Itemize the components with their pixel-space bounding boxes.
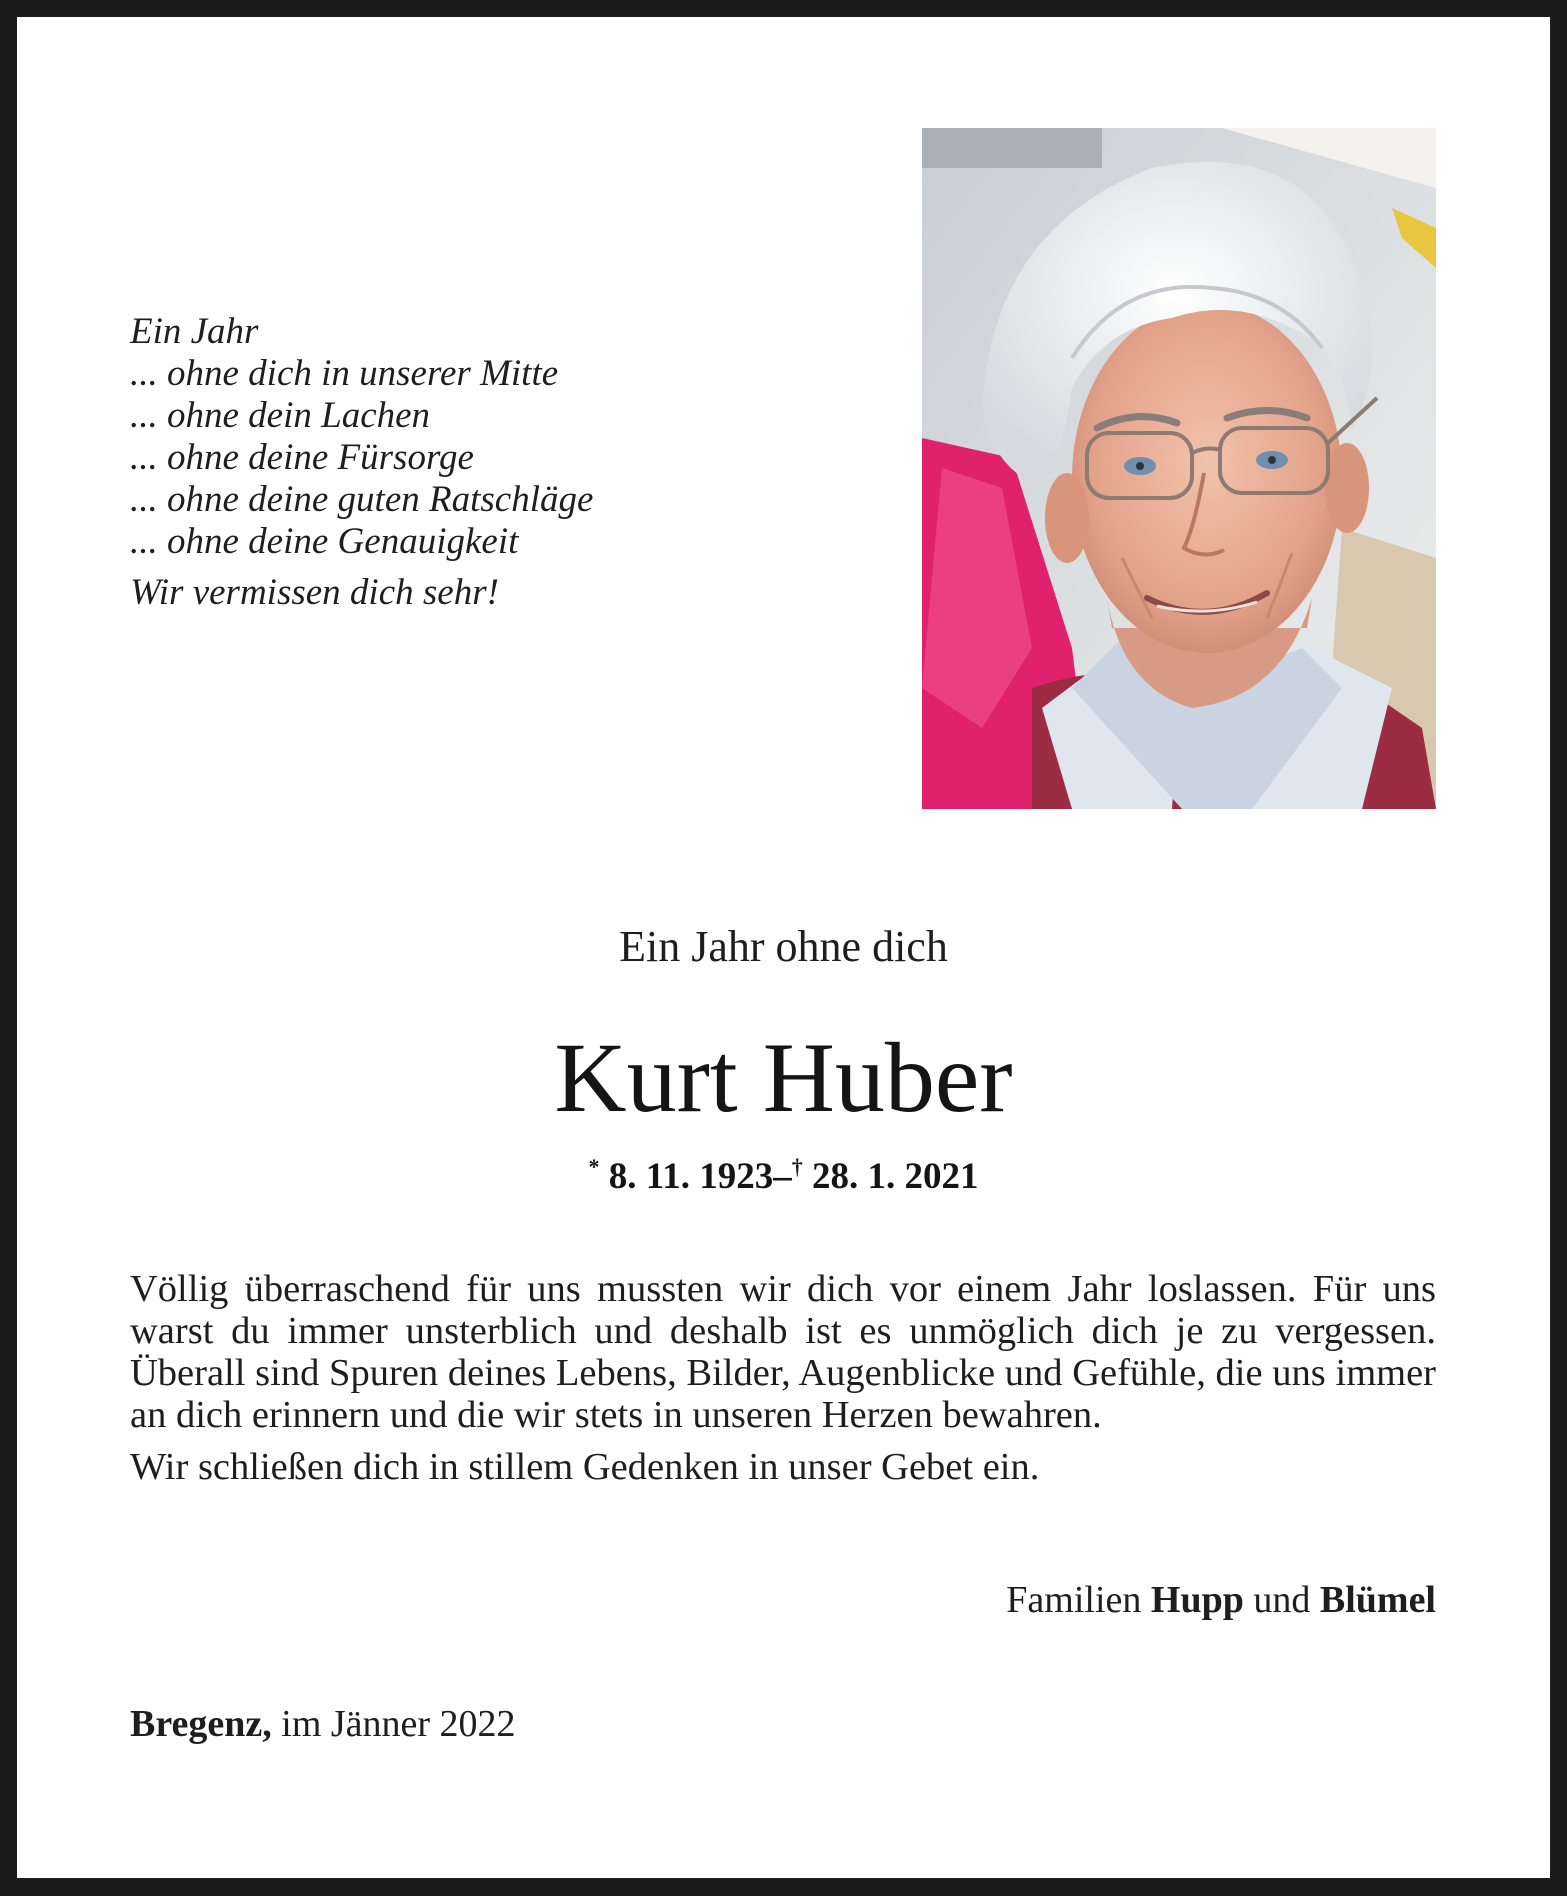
memorial-text [130, 1268, 1436, 1488]
memorial-subtitle: Ein Jahr ohne dich [619, 922, 948, 971]
family-name: Hupp [1150, 1579, 1244, 1621]
poem-line: ... ohne deine guten Ratschläge [130, 479, 594, 520]
poem-closing: Wir vermissen dich sehr! [130, 572, 499, 613]
poem-line: ... ohne dein Lachen [130, 395, 431, 436]
family-name: Blümel [1319, 1579, 1436, 1621]
birth-date: 8. 11. 1923 [608, 1156, 774, 1197]
deceased-name: Kurt Huber [554, 1022, 1013, 1133]
memorial-poem [130, 311, 690, 614]
signature-conjunction: und [1253, 1579, 1311, 1621]
poem-line: ... ohne dich in unserer Mitte [130, 353, 559, 394]
memorial-paragraph: Völlig überraschend für uns mussten wir dich vor einem Jahr loslassen. Für uns warst du immer unsterblich und deshalb ist es unmöglich dich je zu vergessen. Überall sind Spuren deines Lebens, Bilder, Augenblicke und Gefühle, die uns immer an dich erinnern und die wir stets in unseren Herzen bewahren. [130, 1268, 1436, 1436]
place-city: Bregenz, [130, 1703, 272, 1745]
death-symbol: † [791, 1154, 803, 1179]
family-signature [1006, 1576, 1436, 1624]
life-dates [0, 1143, 1567, 1201]
signature-prefix: Familien [1006, 1579, 1142, 1621]
date-separator: – [773, 1156, 792, 1197]
portrait-photo [922, 128, 1436, 809]
poem-line: ... ohne deine Genauigkeit [130, 521, 519, 562]
birth-symbol: * [588, 1154, 600, 1179]
poem-line: ... ohne deine Fürsorge [130, 437, 474, 478]
place-date: im Jänner 2022 [281, 1703, 516, 1745]
place-and-date [130, 1700, 516, 1748]
death-date: 28. 1. 2021 [811, 1156, 979, 1197]
memorial-paragraph: Wir schließen dich in stillem Gedenken in unser Gebet ein. [130, 1446, 1040, 1488]
poem-line: Ein Jahr [130, 311, 259, 352]
